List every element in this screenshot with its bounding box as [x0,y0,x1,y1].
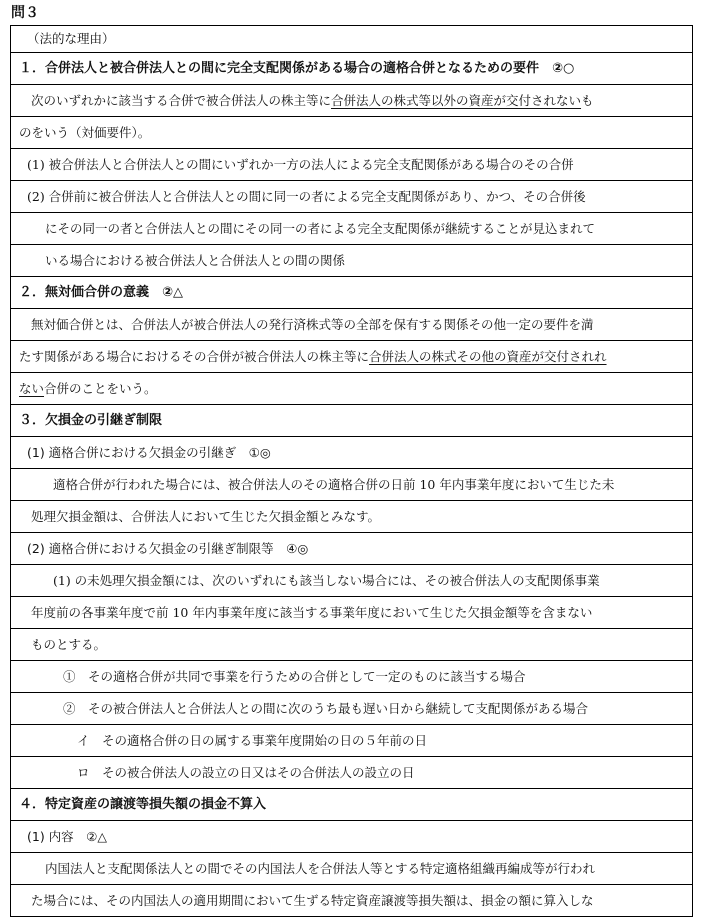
section-4-title [11,789,692,821]
section-3-sub-2-line-3 [11,629,692,661]
section-3-sub-2 [11,533,692,565]
s1-p2-text: のをいう（対価要件）。 [19,125,151,140]
s1-p1-tail: も [581,93,594,108]
section-2-line-1 [11,309,692,341]
s3-condition-2a-text: イ その適格合併の日の属する事業年度開始の日の５年前の日 [77,733,428,748]
s2-p2-underlined: 合併法人の株式その他の資産が交付されれ [369,349,607,364]
section-1-item-2 [11,181,692,213]
s3-condition-1-text: ① その適格合併が共同で事業を行うための合併として一定のものに該当する場合 [63,669,526,684]
section-1-item-1 [11,149,692,181]
section-4-sub-1 [11,821,692,853]
section-3-title [11,405,692,437]
section-2-title-text: ２．無対価合併の意義 ②△ [19,285,184,300]
s4-p2-text: た場合には、その内国法人の適用期間において生ずる特定資産譲渡等損失額は、損金の額に算入しな [31,893,594,908]
s3-sub-2-p1-text: (1) の未処理欠損金額には、次のいずれにも該当しない場合には、その被合併法人の支配関係事業 [53,573,600,588]
section-2-line-3 [11,373,692,405]
s4-sub-1-text: (1) 内容 ②△ [27,829,107,844]
section-1-paragraph-line-2 [11,117,692,149]
s3-sub-2-p3-text: ものとする。 [31,637,107,652]
section-1-item-2-line-3 [11,245,692,277]
s1-item-2b-text: にその同一の者と合併法人との間にその同一の者による完全支配関係が継続することが見込まれて [45,221,596,236]
section-1-paragraph-line-1 [11,85,692,117]
s3-condition-2-text: ② その被合併法人と合併法人との間に次のうち最も遅い日から継続して支配関係がある場合 [63,701,589,716]
section-1-title-text: １．合併法人と被合併法人との間に完全支配関係がある場合の適格合併となるための要件 ②○ [19,61,575,76]
s3-sub-1-p2-text: 処理欠損金額は、合併法人において生じた欠損金額とみなす。 [31,509,381,524]
section-4-line-1 [11,853,692,885]
s2-p2-text: たす関係がある場合におけるその合併が被合併法人の株主等に [19,349,370,364]
section-3-sub-1-line-2 [11,501,692,533]
s1-p1-underlined: 合併法人の株式等以外の資産が交付されない [331,93,582,108]
section-3-title-text: ３．欠損金の引継ぎ制限 [19,413,163,428]
s3-sub-1-text: (1) 適格合併における欠損金の引継ぎ ①◎ [27,445,271,460]
section-3-sub-2-line-1 [11,565,692,597]
section-2-line-2 [11,341,692,373]
heading-text: （法的な理由） [27,31,115,46]
s1-item-2c-text: いる場合における被合併法人と合併法人との間の関係 [45,253,346,268]
s1-p1-text: 次のいずれかに該当する合併で被合併法人の株主等に [31,93,332,108]
question-label: 問３ [11,5,39,21]
section-2-title [11,277,692,309]
heading-row [11,26,692,53]
s1-item-1-text: (1) 被合併法人と合併法人との間にいずれか一方の法人による完全支配関係がある場合のその合併 [27,157,574,172]
section-4-title-text: ４．特定資産の譲渡等損失額の損金不算入 [19,797,267,812]
s3-sub-1-p1-text: 適格合併が行われた場合には、被合併法人のその適格合併の日前 10 年内事業年度において生じた未 [53,477,615,492]
s4-p1-text: 内国法人と支配関係法人との間でその内国法人を合併法人等とする特定適格組織再編成等が行われ [45,861,596,876]
s3-condition-2b-text: ロ その被合併法人の設立の日又はその合併法人の設立の日 [77,765,415,780]
section-3-condition-2b [11,757,692,789]
section-3-sub-1 [11,437,692,469]
section-3-condition-2a [11,725,692,757]
answer-table [10,25,693,917]
section-1-title [11,53,692,85]
section-3-sub-1-line-1 [11,469,692,501]
s3-sub-2-text: (2) 適格合併における欠損金の引継ぎ制限等 ④◎ [27,541,309,556]
section-3-sub-2-line-2 [11,597,692,629]
section-4-line-2 [11,885,692,916]
section-1-item-2-line-2 [11,213,692,245]
section-3-condition-2 [11,693,692,725]
s2-p1-text: 無対価合併とは、合併法人が被合併法人の発行済株式等の全部を保有する関係その他一定の要件を満 [31,317,594,332]
section-3-condition-1 [11,661,692,693]
s2-p3-text: 合併のことをいう。 [44,381,157,396]
s2-p3-underlined: ない [19,381,45,396]
s1-item-2-text: (2) 合併前に被合併法人と合併法人との間に同一の者による完全支配関係があり、かつ、その合併後 [27,189,586,204]
s3-sub-2-p2-text: 年度前の各事業年度で前 10 年内事業年度に該当する事業年度において生じた欠損金額等を含まない [31,605,593,620]
